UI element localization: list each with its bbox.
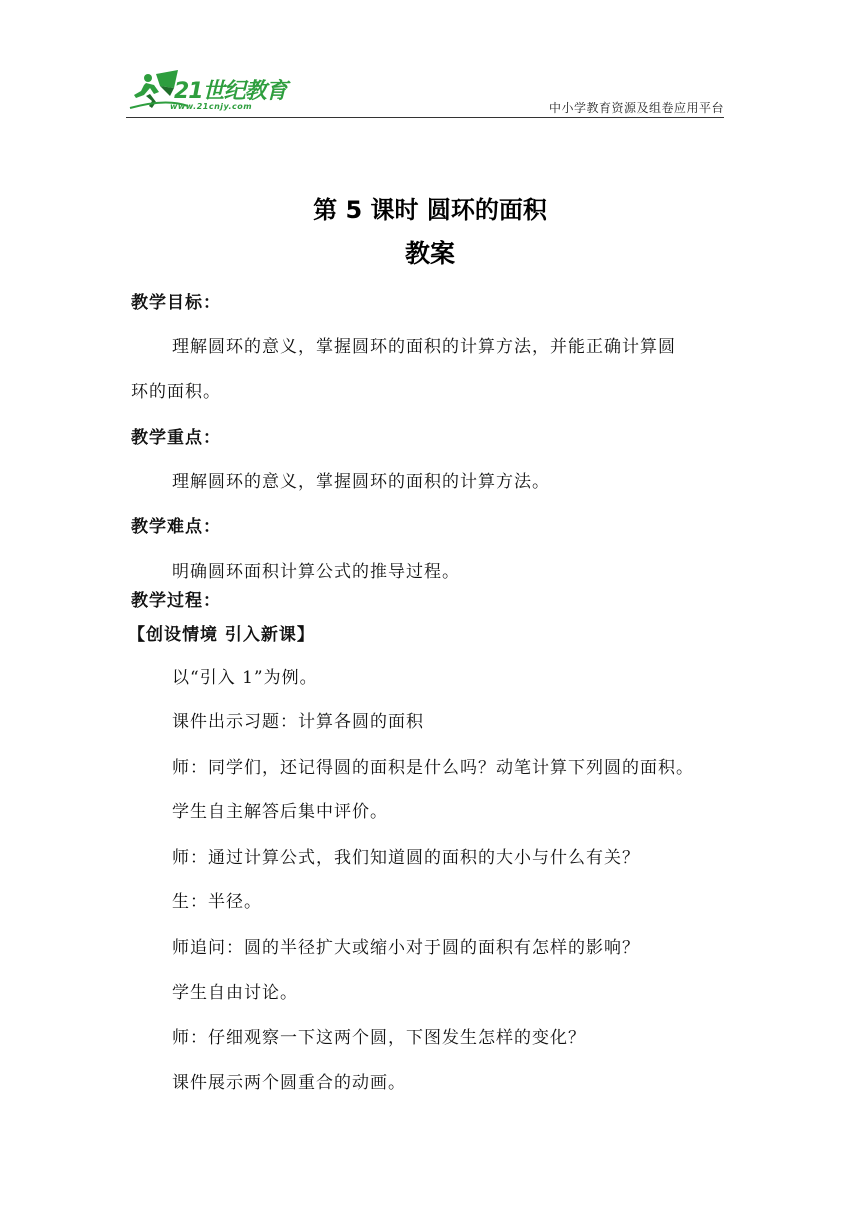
key-text: 理解圆环的意义，掌握圆环的面积的计算方法。: [172, 472, 550, 492]
goal-text-2: 环的面积。: [131, 382, 221, 402]
process-line: 生：半径。: [172, 892, 262, 912]
process-line: 以“引入 1”为例。: [172, 668, 318, 688]
difficulty-heading: 教学难点：: [131, 517, 221, 537]
logo-text: 21世纪教育: [174, 79, 287, 104]
process-line: 学生自主解答后集中评价。: [172, 802, 388, 822]
process-line: 课件出示习题：计算各圆的面积: [172, 712, 424, 732]
subsection-heading: 【创设情境 引入新课】: [128, 625, 315, 645]
lesson-subtitle: 教案: [404, 239, 455, 268]
process-line: 师：同学们，还记得圆的面积是什么吗？动笔计算下列圆的面积。: [172, 758, 694, 778]
logo-url: www.21cnjy.com: [170, 102, 253, 111]
difficulty-text: 明确圆环面积计算公式的推导过程。: [172, 562, 460, 582]
platform-name: 中小学教育资源及组卷应用平台: [548, 101, 724, 115]
process-line: 学生自由讨论。: [172, 983, 298, 1003]
goal-heading: 教学目标：: [131, 293, 221, 313]
goal-text-1: 理解圆环的意义，掌握圆环的面积的计算方法，并能正确计算圆: [172, 337, 676, 357]
process-line: 课件展示两个圆重合的动画。: [172, 1073, 406, 1093]
process-line: 师追问：圆的半径扩大或缩小对于圆的面积有怎样的影响？: [172, 938, 640, 958]
process-heading: 教学过程：: [131, 591, 221, 611]
logo: [126, 68, 296, 116]
process-line: 师：通过计算公式，我们知道圆的面积的大小与什么有关？: [172, 848, 640, 868]
lesson-title: 第 5 课时 圆环的面积: [313, 196, 547, 224]
page-header: [0, 0, 860, 120]
process-line: 师：仔细观察一下这两个圆，下图发生怎样的变化？: [172, 1028, 586, 1048]
header-rule: [126, 117, 724, 118]
key-heading: 教学重点：: [131, 428, 221, 448]
